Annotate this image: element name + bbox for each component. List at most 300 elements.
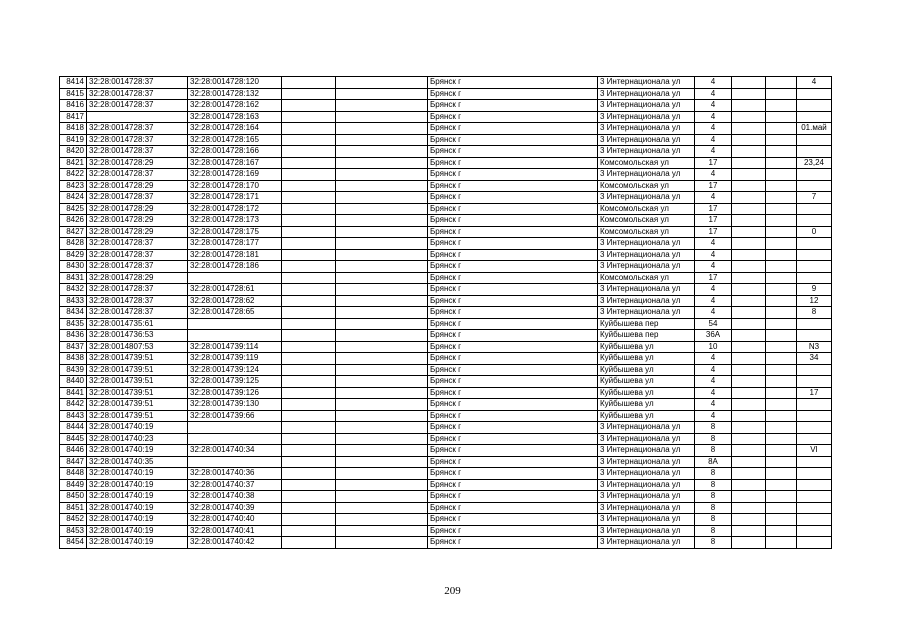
table-row [60, 307, 832, 319]
empty-cell [766, 491, 797, 503]
empty-cell [732, 249, 766, 261]
house-number: 4 [695, 146, 732, 158]
row-number: 8443 [60, 410, 87, 422]
house-number: 4 [695, 261, 732, 273]
table-row [60, 192, 832, 204]
city-cell: Брянск г [428, 410, 598, 422]
table-row [60, 226, 832, 238]
row-number: 8450 [60, 491, 87, 503]
empty-cell [732, 146, 766, 158]
empty-cell [732, 468, 766, 480]
table-row [60, 525, 832, 537]
table-row [60, 410, 832, 422]
house-number: 4 [695, 399, 732, 411]
parent-cadastral-number: 32:28:0014728:37 [87, 307, 188, 319]
cadastral-number: 32:28:0014728:165 [188, 134, 282, 146]
empty-cell [732, 203, 766, 215]
row-number: 8424 [60, 192, 87, 204]
table-row [60, 169, 832, 181]
cadastral-number: 32:28:0014728:61 [188, 284, 282, 296]
house-number: 10 [695, 341, 732, 353]
street-cell: 3 Интернационала ул [598, 100, 695, 112]
parent-cadastral-number: 32:28:0014728:37 [87, 261, 188, 273]
empty-cell [336, 146, 428, 158]
empty-cell [282, 123, 336, 135]
city-cell: Брянск г [428, 307, 598, 319]
row-number: 8425 [60, 203, 87, 215]
table-row [60, 203, 832, 215]
street-cell: 3 Интернационала ул [598, 514, 695, 526]
parent-cadastral-number: 32:28:0014728:37 [87, 238, 188, 250]
empty-cell [766, 445, 797, 457]
empty-cell [336, 88, 428, 100]
house-number: 8 [695, 445, 732, 457]
parent-cadastral-number: 32:28:0014728:37 [87, 88, 188, 100]
empty-cell [282, 261, 336, 273]
empty-cell [282, 468, 336, 480]
house-number: 8А [695, 456, 732, 468]
apartment-cell [797, 238, 832, 250]
apartment-cell [797, 249, 832, 261]
empty-cell [282, 537, 336, 549]
empty-cell [336, 479, 428, 491]
cadastral-number: 32:28:0014740:39 [188, 502, 282, 514]
street-cell: 3 Интернационала ул [598, 134, 695, 146]
row-number: 8421 [60, 157, 87, 169]
table-row [60, 353, 832, 365]
house-number: 17 [695, 226, 732, 238]
cadastral-number: 32:28:0014740:40 [188, 514, 282, 526]
cadastral-number: 32:28:0014728:164 [188, 123, 282, 135]
cadastral-number: 32:28:0014728:65 [188, 307, 282, 319]
city-cell: Брянск г [428, 456, 598, 468]
house-number: 4 [695, 284, 732, 296]
empty-cell [732, 330, 766, 342]
street-cell: 3 Интернационала ул [598, 238, 695, 250]
empty-cell [336, 376, 428, 388]
parent-cadastral-number: 32:28:0014807:53 [87, 341, 188, 353]
city-cell: Брянск г [428, 433, 598, 445]
empty-cell [336, 410, 428, 422]
empty-cell [732, 192, 766, 204]
cadastral-number: 32:28:0014739:66 [188, 410, 282, 422]
row-number: 8422 [60, 169, 87, 181]
empty-cell [766, 295, 797, 307]
table-row [60, 364, 832, 376]
empty-cell [336, 445, 428, 457]
empty-cell [336, 537, 428, 549]
house-number: 8 [695, 433, 732, 445]
house-number: 4 [695, 295, 732, 307]
apartment-cell [797, 318, 832, 330]
street-cell: 3 Интернационала ул [598, 433, 695, 445]
street-cell: 3 Интернационала ул [598, 307, 695, 319]
cadastral-number: 32:28:0014728:186 [188, 261, 282, 273]
apartment-cell [797, 433, 832, 445]
street-cell: Куйбышева ул [598, 341, 695, 353]
cadastral-number: 32:28:0014728:171 [188, 192, 282, 204]
city-cell: Брянск г [428, 226, 598, 238]
cadastral-number: 32:28:0014739:114 [188, 341, 282, 353]
row-number: 8419 [60, 134, 87, 146]
house-number: 8 [695, 514, 732, 526]
house-number: 4 [695, 192, 732, 204]
table-row [60, 479, 832, 491]
house-number: 4 [695, 77, 732, 89]
table-row [60, 422, 832, 434]
house-number: 8 [695, 525, 732, 537]
empty-cell [732, 353, 766, 365]
apartment-cell [797, 479, 832, 491]
table-row [60, 456, 832, 468]
table-row [60, 514, 832, 526]
house-number: 8 [695, 479, 732, 491]
row-number: 8435 [60, 318, 87, 330]
empty-cell [766, 100, 797, 112]
empty-cell [732, 525, 766, 537]
apartment-cell: 12 [797, 295, 832, 307]
empty-cell [766, 134, 797, 146]
row-number: 8454 [60, 537, 87, 549]
city-cell: Брянск г [428, 111, 598, 123]
row-number: 8439 [60, 364, 87, 376]
registry-table [59, 76, 832, 549]
row-number: 8441 [60, 387, 87, 399]
parent-cadastral-number: 32:28:0014739:51 [87, 387, 188, 399]
empty-cell [336, 433, 428, 445]
row-number: 8434 [60, 307, 87, 319]
empty-cell [766, 192, 797, 204]
empty-cell [282, 238, 336, 250]
parent-cadastral-number: 32:28:0014740:19 [87, 502, 188, 514]
city-cell: Брянск г [428, 134, 598, 146]
row-number: 8429 [60, 249, 87, 261]
city-cell: Брянск г [428, 272, 598, 284]
house-number: 4 [695, 353, 732, 365]
empty-cell [336, 134, 428, 146]
cadastral-number [188, 456, 282, 468]
empty-cell [282, 364, 336, 376]
empty-cell [766, 123, 797, 135]
city-cell: Брянск г [428, 445, 598, 457]
apartment-cell: 01.май [797, 123, 832, 135]
empty-cell [282, 203, 336, 215]
empty-cell [282, 284, 336, 296]
cadastral-number: 32:28:0014739:130 [188, 399, 282, 411]
empty-cell [732, 422, 766, 434]
city-cell: Брянск г [428, 180, 598, 192]
empty-cell [732, 261, 766, 273]
city-cell: Брянск г [428, 376, 598, 388]
parent-cadastral-number: 32:28:0014728:29 [87, 180, 188, 192]
apartment-cell [797, 422, 832, 434]
row-number: 8431 [60, 272, 87, 284]
parent-cadastral-number: 32:28:0014739:51 [87, 376, 188, 388]
empty-cell [282, 514, 336, 526]
empty-cell [766, 203, 797, 215]
house-number: 17 [695, 272, 732, 284]
house-number: 4 [695, 307, 732, 319]
city-cell: Брянск г [428, 514, 598, 526]
apartment-cell [797, 537, 832, 549]
cadastral-number: 32:28:0014740:37 [188, 479, 282, 491]
table-row [60, 134, 832, 146]
empty-cell [336, 111, 428, 123]
house-number: 8 [695, 422, 732, 434]
empty-cell [282, 502, 336, 514]
empty-cell [766, 376, 797, 388]
house-number: 4 [695, 134, 732, 146]
row-number: 8447 [60, 456, 87, 468]
empty-cell [336, 502, 428, 514]
street-cell: Куйбышева ул [598, 364, 695, 376]
cadastral-number: 32:28:0014739:125 [188, 376, 282, 388]
street-cell: Комсомольская ул [598, 180, 695, 192]
house-number: 17 [695, 203, 732, 215]
city-cell: Брянск г [428, 330, 598, 342]
house-number: 4 [695, 111, 732, 123]
empty-cell [282, 479, 336, 491]
street-cell: 3 Интернационала ул [598, 468, 695, 480]
street-cell: 3 Интернационала ул [598, 261, 695, 273]
empty-cell [766, 353, 797, 365]
row-number: 8415 [60, 88, 87, 100]
parent-cadastral-number: 32:28:0014728:29 [87, 203, 188, 215]
street-cell: 3 Интернационала ул [598, 502, 695, 514]
cadastral-number: 32:28:0014728:175 [188, 226, 282, 238]
empty-cell [336, 318, 428, 330]
empty-cell [732, 226, 766, 238]
table-row [60, 100, 832, 112]
empty-cell [282, 318, 336, 330]
apartment-cell [797, 468, 832, 480]
empty-cell [766, 318, 797, 330]
apartment-cell [797, 364, 832, 376]
street-cell: Куйбышева ул [598, 353, 695, 365]
apartment-cell: 23,24 [797, 157, 832, 169]
apartment-cell [797, 100, 832, 112]
city-cell: Брянск г [428, 192, 598, 204]
empty-cell [336, 249, 428, 261]
house-number: 4 [695, 364, 732, 376]
house-number: 4 [695, 376, 732, 388]
empty-cell [766, 537, 797, 549]
city-cell: Брянск г [428, 146, 598, 158]
empty-cell [336, 364, 428, 376]
apartment-cell [797, 410, 832, 422]
page-number: 209 [444, 585, 461, 597]
row-number: 8437 [60, 341, 87, 353]
house-number: 36А [695, 330, 732, 342]
table-row [60, 88, 832, 100]
row-number: 8449 [60, 479, 87, 491]
row-number: 8420 [60, 146, 87, 158]
city-cell: Брянск г [428, 364, 598, 376]
empty-cell [336, 203, 428, 215]
city-cell: Брянск г [428, 77, 598, 89]
apartment-cell [797, 525, 832, 537]
empty-cell [766, 307, 797, 319]
apartment-cell [797, 502, 832, 514]
apartment-cell [797, 88, 832, 100]
empty-cell [336, 468, 428, 480]
empty-cell [336, 514, 428, 526]
cadastral-number: 32:28:0014728:162 [188, 100, 282, 112]
apartment-cell [797, 111, 832, 123]
street-cell: Комсомольская ул [598, 272, 695, 284]
table-row [60, 502, 832, 514]
cadastral-number [188, 272, 282, 284]
apartment-cell [797, 272, 832, 284]
empty-cell [732, 399, 766, 411]
empty-cell [732, 456, 766, 468]
street-cell: 3 Интернационала ул [598, 111, 695, 123]
empty-cell [336, 525, 428, 537]
empty-cell [766, 77, 797, 89]
apartment-cell [797, 215, 832, 227]
city-cell: Брянск г [428, 491, 598, 503]
empty-cell [766, 88, 797, 100]
empty-cell [282, 445, 336, 457]
empty-cell [282, 146, 336, 158]
parent-cadastral-number: 32:28:0014740:19 [87, 445, 188, 457]
cadastral-number: 32:28:0014728:177 [188, 238, 282, 250]
parent-cadastral-number: 32:28:0014739:51 [87, 399, 188, 411]
table-row [60, 284, 832, 296]
empty-cell [282, 491, 336, 503]
empty-cell [732, 364, 766, 376]
street-cell: 3 Интернационала ул [598, 169, 695, 181]
cadastral-number: 32:28:0014728:167 [188, 157, 282, 169]
empty-cell [336, 123, 428, 135]
table-row [60, 123, 832, 135]
apartment-cell: N3 [797, 341, 832, 353]
street-cell: Куйбышева пер [598, 318, 695, 330]
street-cell: Комсомольская ул [598, 203, 695, 215]
empty-cell [282, 433, 336, 445]
street-cell: 3 Интернационала ул [598, 146, 695, 158]
empty-cell [336, 157, 428, 169]
cadastral-number: 32:28:0014728:170 [188, 180, 282, 192]
cadastral-number: 32:28:0014728:173 [188, 215, 282, 227]
apartment-cell: 34 [797, 353, 832, 365]
empty-cell [336, 353, 428, 365]
empty-cell [766, 410, 797, 422]
street-cell: 3 Интернационала ул [598, 192, 695, 204]
cadastral-number [188, 433, 282, 445]
parent-cadastral-number: 32:28:0014740:19 [87, 525, 188, 537]
city-cell: Брянск г [428, 387, 598, 399]
cadastral-number: 32:28:0014728:132 [188, 88, 282, 100]
empty-cell [282, 341, 336, 353]
cadastral-number: 32:28:0014728:181 [188, 249, 282, 261]
row-number: 8432 [60, 284, 87, 296]
apartment-cell: VI [797, 445, 832, 457]
empty-cell [282, 422, 336, 434]
parent-cadastral-number: 32:28:0014740:35 [87, 456, 188, 468]
row-number: 8445 [60, 433, 87, 445]
apartment-cell [797, 330, 832, 342]
empty-cell [282, 272, 336, 284]
cadastral-number: 32:28:0014740:42 [188, 537, 282, 549]
empty-cell [336, 284, 428, 296]
street-cell: 3 Интернационала ул [598, 525, 695, 537]
row-number: 8414 [60, 77, 87, 89]
empty-cell [732, 180, 766, 192]
house-number: 17 [695, 215, 732, 227]
house-number: 4 [695, 169, 732, 181]
parent-cadastral-number: 32:28:0014728:37 [87, 134, 188, 146]
empty-cell [766, 341, 797, 353]
empty-cell [732, 169, 766, 181]
table-row [60, 261, 832, 273]
empty-cell [282, 399, 336, 411]
city-cell: Брянск г [428, 479, 598, 491]
empty-cell [766, 169, 797, 181]
table-row [60, 341, 832, 353]
empty-cell [336, 169, 428, 181]
table-row [60, 180, 832, 192]
empty-cell [282, 387, 336, 399]
row-number: 8442 [60, 399, 87, 411]
row-number: 8416 [60, 100, 87, 112]
street-cell: Комсомольская ул [598, 226, 695, 238]
empty-cell [732, 341, 766, 353]
empty-cell [732, 502, 766, 514]
street-cell: 3 Интернационала ул [598, 284, 695, 296]
apartment-cell: 17 [797, 387, 832, 399]
house-number: 17 [695, 157, 732, 169]
apartment-cell: 0 [797, 226, 832, 238]
parent-cadastral-number: 32:28:0014740:19 [87, 537, 188, 549]
street-cell: Куйбышева ул [598, 399, 695, 411]
cadastral-number: 32:28:0014739:126 [188, 387, 282, 399]
street-cell: 3 Интернационала ул [598, 295, 695, 307]
empty-cell [766, 215, 797, 227]
house-number: 4 [695, 100, 732, 112]
cadastral-number [188, 422, 282, 434]
table-row [60, 77, 832, 89]
cadastral-number: 32:28:0014740:36 [188, 468, 282, 480]
empty-cell [766, 261, 797, 273]
empty-cell [766, 157, 797, 169]
empty-cell [336, 272, 428, 284]
house-number: 4 [695, 88, 732, 100]
empty-cell [766, 226, 797, 238]
empty-cell [732, 537, 766, 549]
city-cell: Брянск г [428, 468, 598, 480]
empty-cell [766, 525, 797, 537]
empty-cell [282, 353, 336, 365]
row-number: 8436 [60, 330, 87, 342]
table-row [60, 468, 832, 480]
table-row [60, 157, 832, 169]
city-cell: Брянск г [428, 318, 598, 330]
apartment-cell [797, 261, 832, 273]
empty-cell [766, 284, 797, 296]
empty-cell [282, 180, 336, 192]
empty-cell [766, 399, 797, 411]
city-cell: Брянск г [428, 215, 598, 227]
cadastral-number: 32:28:0014728:163 [188, 111, 282, 123]
apartment-cell [797, 134, 832, 146]
empty-cell [766, 146, 797, 158]
street-cell: 3 Интернационала ул [598, 456, 695, 468]
cadastral-number [188, 330, 282, 342]
row-number: 8452 [60, 514, 87, 526]
empty-cell [282, 192, 336, 204]
parent-cadastral-number: 32:28:0014728:37 [87, 284, 188, 296]
